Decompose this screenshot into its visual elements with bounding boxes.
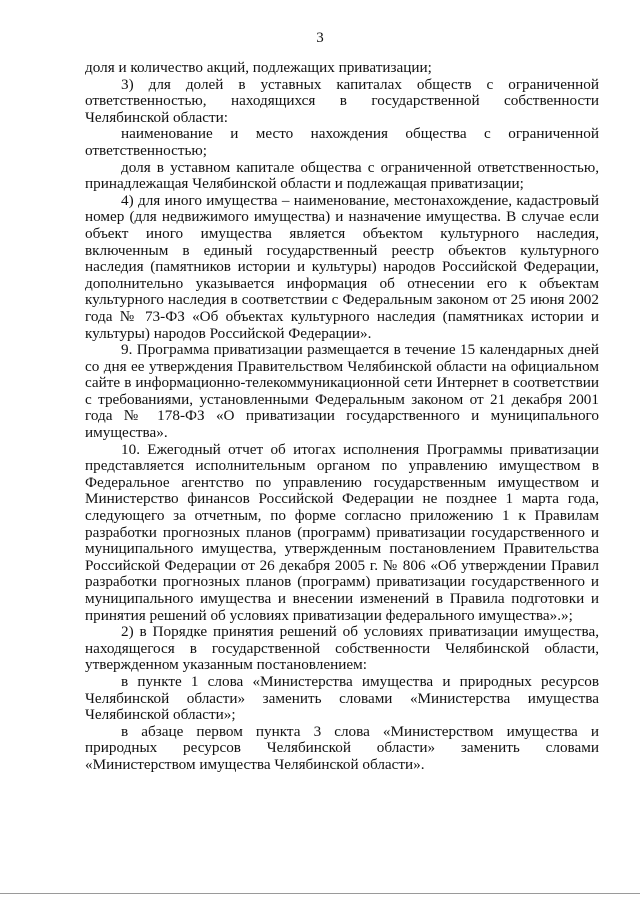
paragraph-procedure: 2) в Порядке принятия решений об условиях приватизации имущества, находящегося в государственной собственности Челябинской области, утвержденном указанным постановлением: xyxy=(85,623,599,674)
paragraph-other-property: 4) для иного имущества – наименование, местонахождение, кадастровый номер (для недвижимого имущества) и назначение имущества. В случае если объект иного имущества является объектом культурного наследия, включенным в единый государственный реестр объектов культурного наследия (памятников истории и культуры) народов Российской Федерации, дополнительно указывается информация об отнесении его к объектам культурного наследия в соответствии с Федеральным законом от 25 июня 2002 года № 73-ФЗ «Об объектах культурного наследия (памятниках истории и культуры) народов Российской Федерации». xyxy=(85,191,599,342)
paragraph-point-1: в пункте 1 слова «Министерства имущества и природных ресурсов Челябинской области» заменить словами «Министерства имущества Челябинской области»; xyxy=(85,672,599,724)
document-body xyxy=(85,60,599,774)
paragraph-9: 9. Программа приватизации размещается в течение 15 календарных дней со дня ее утверждения Правительством Челябинской области на официальном сайте в информационно-телекоммуникационной сети Интернет в соответствии с требованиями, установленными Федеральным законом от 21 декабря 2001 года № 178-ФЗ «О приватизации государственного и муниципального имущества». xyxy=(85,341,599,442)
paragraph-llc-shares: 3) для долей в уставных капиталах обществ с ограниченной ответственностью, находящихся в государственной собственности Челябинской области: xyxy=(85,75,599,126)
paragraph-10: 10. Ежегодный отчет об итогах исполнения Программы приватизации представляется исполнительным органом по управлению имуществом в Федеральное агентство по управлению государственным имуществом и Министерство финансов Российской Федерации не позднее 1 марта года, следующего за отчетным, по форме согласно приложению 1 к Правилам разработки прогнозных планов (программ) приватизации государственного и муниципального имущества, утвержденным постановлением Правительства Российской Федерации от 26 декабря 2005 г. № 806 «Об утверждении Правил разработки прогнозных планов (программ) приватизации государственного и муниципального имущества и внесении изменений в Правила подготовки и принятия решений об условиях приватизации федерального имущества».»; xyxy=(85,440,599,624)
paragraph-llc-name: наименование и место нахождения общества с ограниченной ответственностью; xyxy=(85,125,599,159)
paragraph-llc-share: доля в уставном капитале общества с ограниченной ответственностью, принадлежащая Челябинской области и подлежащая приватизации; xyxy=(85,158,599,193)
paragraph-share-quantity: доля и количество акций, подлежащих приватизации; xyxy=(85,59,432,76)
paragraph-point-3: в абзаце первом пункта 3 слова «Министерством имущества и природных ресурсов Челябинской области» заменить словами «Министерством имущества Челябинской области». xyxy=(85,722,599,773)
bottom-edge-line xyxy=(0,893,640,894)
page-number: 3 xyxy=(316,30,324,46)
